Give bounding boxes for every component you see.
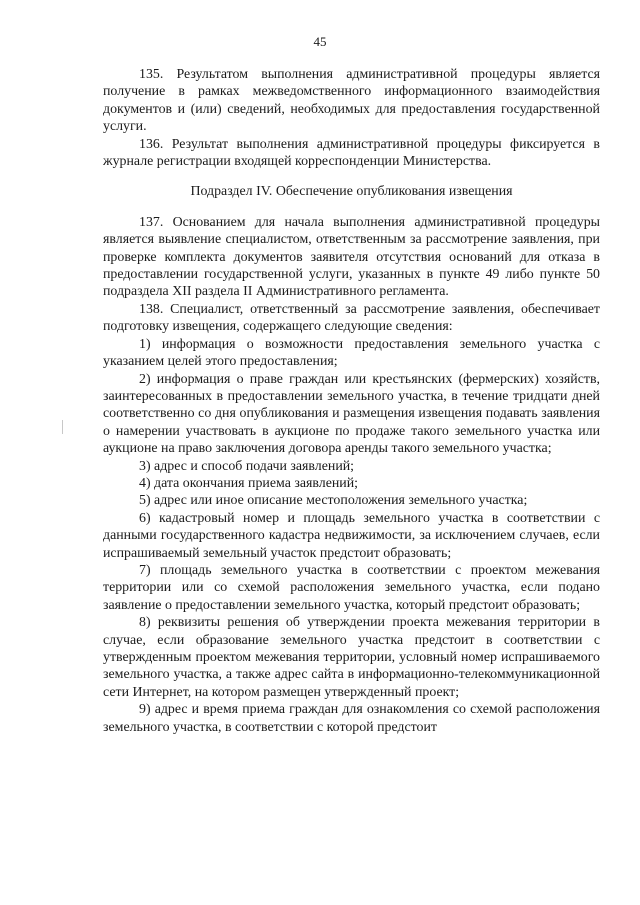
list-item-8: 8) реквизиты решения об утверждении проекта межевания территории в случае, если образование земельного участка предстоит в соответствии с утвержденным проектом межевания территории, условный номер испрашиваемого земельного участка, а также адрес сайта в информационно-телекоммуникационной сети Интернет, на котором размещен утвержденный проект; (103, 615, 600, 700)
paragraph-135: 135. Результатом выполнения административной процедуры является получение в рамках межведомственного информационного взаимодействия документов и (или) сведений, необходимых для предоставления государственной услуги. (103, 67, 600, 135)
list-item-6: 6) кадастровый номер и площадь земельного участка в соответствии с данными государственного кадастра недвижимости, за исключением случаев, если испрашиваемый земельный участок предстоит образовать; (103, 510, 600, 561)
list-item-9: 9) адрес и время приема граждан для ознакомления со схемой расположения земельного участка, в соответствии с которой предстоит (103, 702, 600, 735)
paragraph-136: 136. Результат выполнения административной процедуры фиксируется в журнале регистрации входящей корреспонденции Министерства. (103, 136, 600, 170)
paragraph-137: 137. Основанием для начала выполнения административной процедуры является выявление специалистом, ответственным за рассмотрение заявления, при проверке комплекта документов заявителя отсутствия оснований для отказа в предоставлении государственной услуги, указанных в пункте 49 либо пункте 50 подраздела XII раздела II Административного регламента. (103, 214, 600, 300)
list-item-1: 1) информация о возможности предоставления земельного участка с указанием целей этого предоставления; (103, 336, 600, 370)
list-item-2: 2) информация о праве граждан или крестьянских (фермерских) хозяйств, заинтересованных в предоставлении земельного участка, в течение тридцати дней соответственно со дня опубликования и размещения извещения подавать заявления о намерении участвовать в аукционе по продаже такого земельного участка или аукционе на право заключения договора аренды такого земельного участка; (103, 371, 600, 457)
list-item-7: 7) площадь земельного участка в соответствии с проектом межевания территории или со схемой расположения земельного участка, если подано заявление о предоставлении земельного участка, который предстоит образовать; (103, 562, 600, 613)
subsection-title: Подраздел IV. Обеспечение опубликования извещения (190, 184, 513, 200)
list-item-4: 4) дата окончания приема заявлений; (139, 475, 359, 491)
list-item-5: 5) адрес или иное описание местоположения земельного участка; (139, 493, 528, 509)
paragraph-138: 138. Специалист, ответственный за рассмотрение заявления, обеспечивает подготовку извещения, содержащего следующие сведения: (103, 301, 600, 335)
margin-mark (62, 420, 63, 434)
document-body (103, 66, 600, 736)
list-item-3: 3) адрес и способ подачи заявлений; (139, 458, 355, 474)
page-number: 45 (313, 34, 327, 49)
